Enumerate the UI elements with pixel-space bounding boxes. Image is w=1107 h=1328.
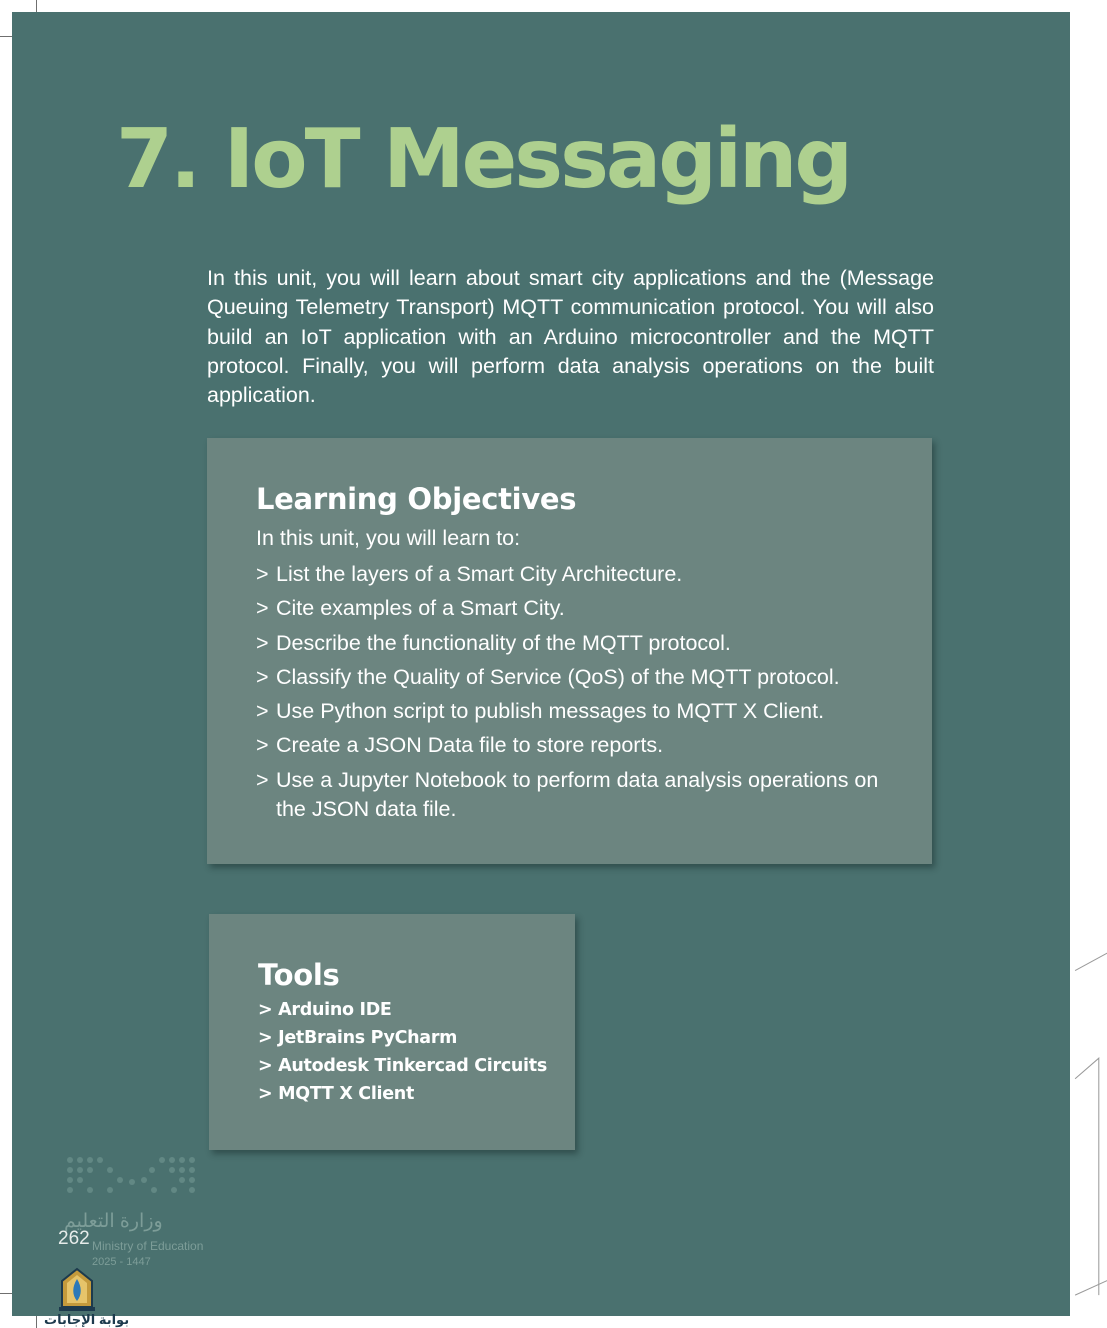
- chapter-title: 7. IoT Messaging: [116, 112, 851, 207]
- bullet-marker: >: [256, 596, 269, 621]
- bullet-marker: >: [256, 733, 269, 758]
- bullet-marker: >: [256, 767, 269, 792]
- ministry-year: 2025 - 1447: [92, 1256, 151, 1268]
- objective-text: Create a JSON Data file to store reports.: [276, 733, 664, 758]
- tool-item: > MQTT X Client: [258, 1084, 415, 1104]
- objective-item: [256, 697, 906, 726]
- objective-text: Cite examples of a Smart City.: [276, 596, 565, 621]
- objective-text: Use Python script to publish messages to MQTT X Client.: [276, 699, 825, 724]
- bullet-marker: >: [256, 562, 269, 586]
- objective-item: [256, 629, 906, 658]
- bullet-marker: >: [256, 664, 269, 689]
- page-number: 262: [58, 1228, 90, 1249]
- watermark-text: بوابة الإجابات: [44, 1312, 130, 1327]
- learning-objectives-heading: Learning Objectives: [256, 482, 577, 516]
- learning-objectives-lead: In this unit, you will learn to:: [256, 526, 521, 550]
- ministry-arabic-name: وزارة التعليم: [64, 1211, 163, 1232]
- textbook-page: [12, 12, 1070, 1327]
- objective-item: [256, 731, 906, 760]
- tool-item: > Arduino IDE: [258, 1000, 392, 1020]
- tools-list: [258, 996, 547, 1108]
- learning-objectives-list: [256, 560, 906, 829]
- tool-item: > Autodesk Tinkercad Circuits: [258, 1056, 547, 1076]
- objective-text: Use a Jupyter Notebook to perform data analysis operations on the JSON data file.: [276, 767, 879, 821]
- objective-item: [256, 594, 906, 623]
- page-edge: [1070, 0, 1107, 1328]
- objective-text: List the layers of a Smart City Architecture.: [276, 562, 683, 586]
- tools-box: [209, 914, 575, 1150]
- tools-heading: Tools: [258, 958, 340, 992]
- objective-item: [256, 560, 906, 589]
- bullet-marker: >: [256, 699, 269, 724]
- objective-text: Describe the functionality of the MQTT protocol.: [276, 630, 731, 655]
- objective-item: [256, 663, 906, 692]
- page-fold-decoration: [1070, 950, 1107, 1290]
- answers-portal-logo-icon: [56, 1267, 98, 1313]
- objective-text: Classify the Quality of Service (QoS) of the MQTT protocol.: [276, 664, 840, 689]
- ministry-english-name: Ministry of Education: [92, 1239, 204, 1253]
- objective-item: [256, 766, 906, 824]
- tool-item: > JetBrains PyCharm: [258, 1028, 458, 1048]
- bullet-marker: >: [256, 630, 269, 655]
- intro-paragraph: In this unit, you will learn about smart city applications and the (Message Queuing Telemetry Transport) MQTT communication protocol. You will also build an IoT application with an Arduino microcontroller and the MQTT protocol. Finally, you will perform data analysis operations on the built application.: [207, 266, 934, 408]
- learning-objectives-box: [207, 438, 932, 864]
